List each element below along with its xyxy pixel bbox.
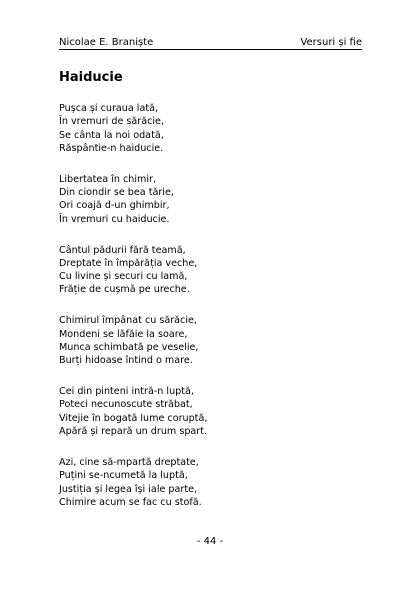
header-author: Nicolae E. Braniște bbox=[59, 37, 154, 48]
poem-line: Pușca și curaua lată, bbox=[59, 103, 159, 114]
stanza bbox=[59, 244, 359, 297]
poem-line: Burți hidoase întind o mare. bbox=[59, 355, 193, 367]
stanza bbox=[59, 385, 359, 438]
poem-line: Cu livine și securi cu lamă, bbox=[59, 271, 188, 283]
page-number: - 44 - bbox=[196, 536, 224, 547]
poem-line: Vitejie în bogată lume coruptă, bbox=[59, 412, 208, 424]
poem-line: Ori coajă d-un ghimbir, bbox=[59, 200, 170, 212]
poem-line: Poteci necunoscute străbat, bbox=[59, 399, 193, 411]
poem-line: Răspântie-n haiducie. bbox=[59, 142, 164, 154]
header-book-title: Versuri și fie bbox=[300, 37, 362, 48]
poem-line: Mondeni se lăfăie la soare, bbox=[59, 328, 188, 340]
poem-line: Puțini se-ncumetă la luptă, bbox=[59, 470, 188, 482]
poem-line: Dreptate în împărăția veche, bbox=[59, 257, 198, 269]
poem-line: Apără și repară un drum spart. bbox=[59, 426, 208, 438]
poem-title: Haiducie bbox=[59, 70, 123, 85]
poem-line: Se cânta la noi odată, bbox=[59, 129, 164, 141]
poem-line: Chimirul împânat cu sărăcie, bbox=[59, 315, 197, 327]
stanza bbox=[59, 456, 359, 509]
poem-line: Din ciondir se bea tărie, bbox=[59, 187, 174, 199]
poem-line: Azi, cine să-mpartă dreptate, bbox=[59, 456, 199, 468]
poem-line: Libertatea în chimir, bbox=[59, 173, 157, 185]
poem-line: Chimire acum se fac cu stofă. bbox=[59, 496, 202, 508]
header-divider bbox=[59, 49, 362, 50]
poem-line: În vremuri de sărăcie, bbox=[59, 116, 164, 128]
poem-line: Justiția și legea își iale parte, bbox=[59, 483, 198, 495]
poem-line: Frăție de cușmă pe ureche. bbox=[59, 284, 190, 296]
poem-line: Cântul pădurii fără teamă, bbox=[59, 244, 186, 256]
poem-line: Cei din pinteni intră-n luptă, bbox=[59, 386, 194, 398]
stanza bbox=[59, 102, 359, 155]
poem-body bbox=[59, 102, 359, 527]
stanza bbox=[59, 173, 359, 226]
poem-line: Munca schimbată pe veselie, bbox=[59, 341, 199, 353]
poem-line: În vremuri cu haiducie. bbox=[59, 213, 170, 225]
stanza bbox=[59, 314, 359, 367]
